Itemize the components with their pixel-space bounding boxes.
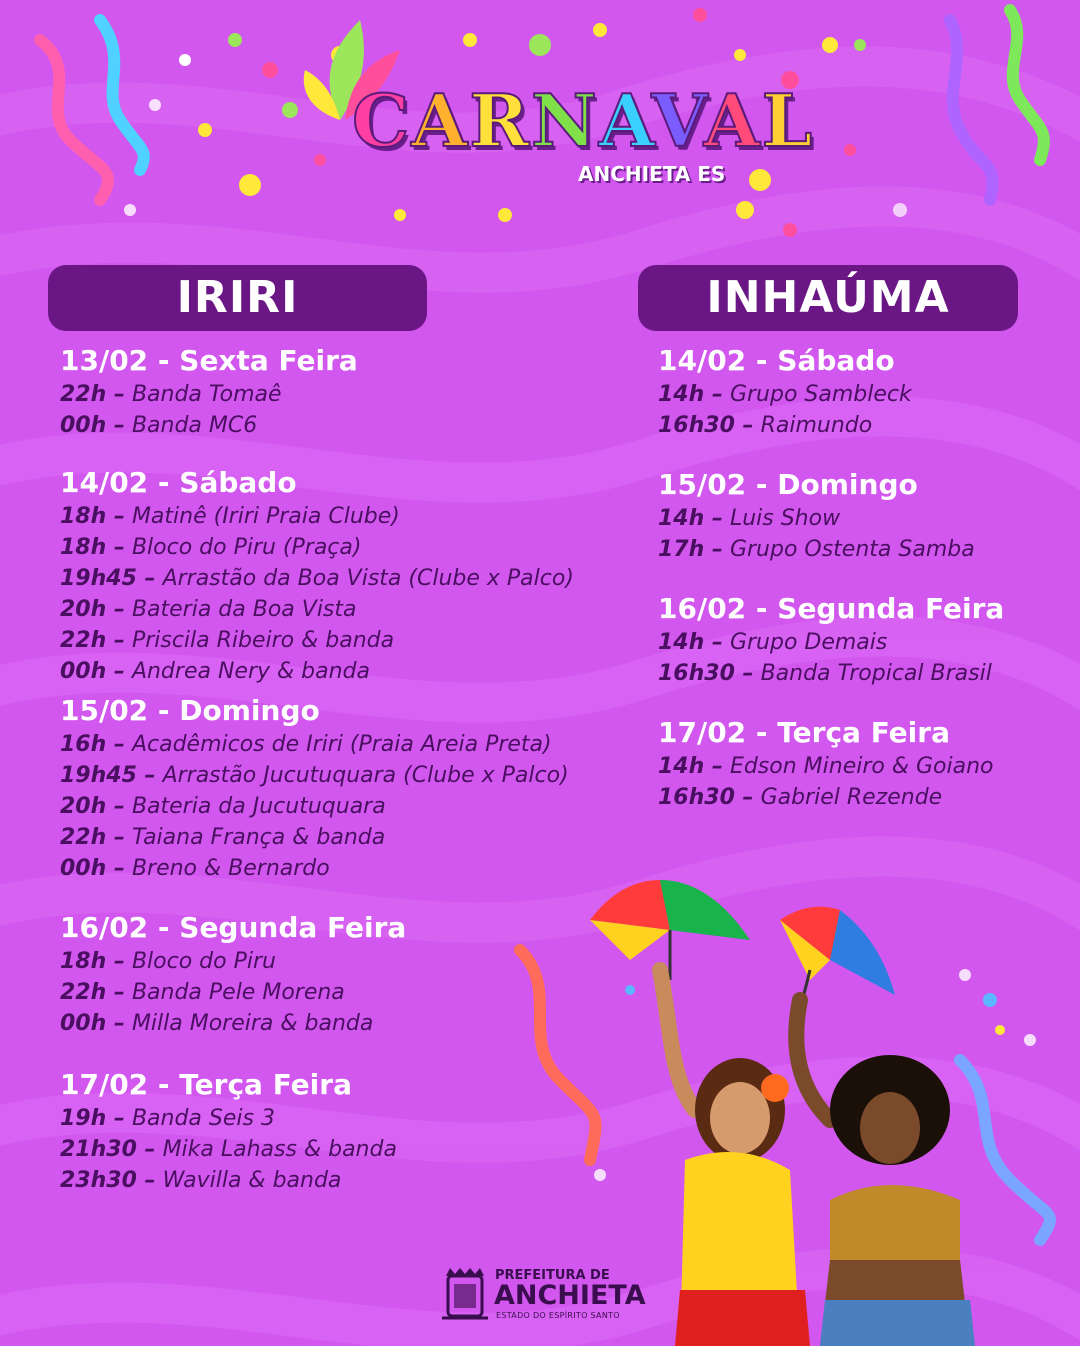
event-item: 00h – Milla Moreira & banda (60, 1011, 374, 1036)
event-item: 18h – Bloco do Piru (60, 949, 276, 974)
umbrella-icon (590, 880, 750, 980)
iriri-day (60, 693, 620, 884)
inhauma-schedule (658, 343, 1068, 813)
logo-subtitle: ANCHIETA ES (578, 162, 726, 186)
carnaval-logo (300, 20, 815, 230)
event-item: 22h – Banda Pele Morena (60, 980, 345, 1005)
event-item: 16h30 – Raimundo (658, 413, 873, 438)
dancer-figure (796, 1000, 975, 1346)
coat-of-arms-icon (440, 1266, 490, 1326)
event-item: 18h – Matinê (Iriri Praia Clube) (60, 504, 400, 529)
iriri-header: IRIRI (48, 265, 427, 331)
dancer-figure (660, 970, 810, 1346)
day-title: 14/02 - Sábado (60, 466, 297, 499)
event-item: 22h – Banda Tomaê (60, 382, 282, 407)
inhauma-day (658, 467, 1068, 565)
footer-state: ESTADO DO ESPÍRITO SANTO (496, 1311, 620, 1320)
event-item: 17h – Grupo Ostenta Samba (658, 537, 975, 562)
event-item: 18h – Bloco do Piru (Praça) (60, 535, 362, 560)
event-item: 20h – Bateria da Boa Vista (60, 597, 357, 622)
footer-city: ANCHIETA (494, 1280, 646, 1311)
event-item: 00h – Andrea Nery & banda (60, 659, 370, 684)
prefeitura-logo (440, 1264, 660, 1328)
day-title: 14/02 - Sábado (658, 344, 895, 377)
inhauma-day (658, 343, 1068, 441)
event-item: 22h – Taiana França & banda (60, 825, 386, 850)
day-title: 17/02 - Terça Feira (60, 1068, 352, 1101)
event-item: 16h – Acadêmicos de Iriri (Praia Areia Preta) (60, 732, 552, 757)
logo-title: CARNAVAL (352, 78, 815, 163)
inhauma-header: INHAÚMA (638, 265, 1018, 331)
event-item: 22h – Priscila Ribeiro & banda (60, 628, 395, 653)
event-item: 00h – Banda MC6 (60, 413, 258, 438)
event-item: 00h – Breno & Bernardo (60, 856, 330, 881)
event-item: 16h30 – Banda Tropical Brasil (658, 661, 992, 686)
event-item: 19h – Banda Seis 3 (60, 1106, 275, 1131)
event-item: 19h45 – Arrastão da Boa Vista (Clube x Palco) (60, 566, 574, 591)
footer-prefix: PREFEITURA DE (495, 1268, 610, 1283)
event-item: 19h45 – Arrastão Jucutuquara (Clube x Palco) (60, 763, 569, 788)
event-item: 14h – Grupo Demais (658, 630, 888, 655)
day-title: 16/02 - Segunda Feira (658, 592, 1005, 625)
inhauma-day (658, 715, 1068, 813)
day-title: 17/02 - Terça Feira (658, 716, 950, 749)
iriri-day (60, 465, 620, 687)
day-title: 16/02 - Segunda Feira (60, 911, 407, 944)
event-item: 21h30 – Mika Lahass & banda (60, 1137, 397, 1162)
inhauma-day (658, 591, 1068, 689)
event-item: 14h – Edson Mineiro & Goiano (658, 754, 994, 779)
iriri-day (60, 343, 620, 441)
event-item: 14h – Grupo Sambleck (658, 382, 912, 407)
event-item: 16h30 – Gabriel Rezende (658, 785, 943, 810)
event-item: 23h30 – Wavilla & banda (60, 1168, 342, 1193)
event-item: 14h – Luis Show (658, 506, 841, 531)
day-title: 15/02 - Domingo (60, 694, 320, 727)
day-title: 15/02 - Domingo (658, 468, 918, 501)
day-title: 13/02 - Sexta Feira (60, 344, 358, 377)
event-item: 20h – Bateria da Jucutuquara (60, 794, 386, 819)
